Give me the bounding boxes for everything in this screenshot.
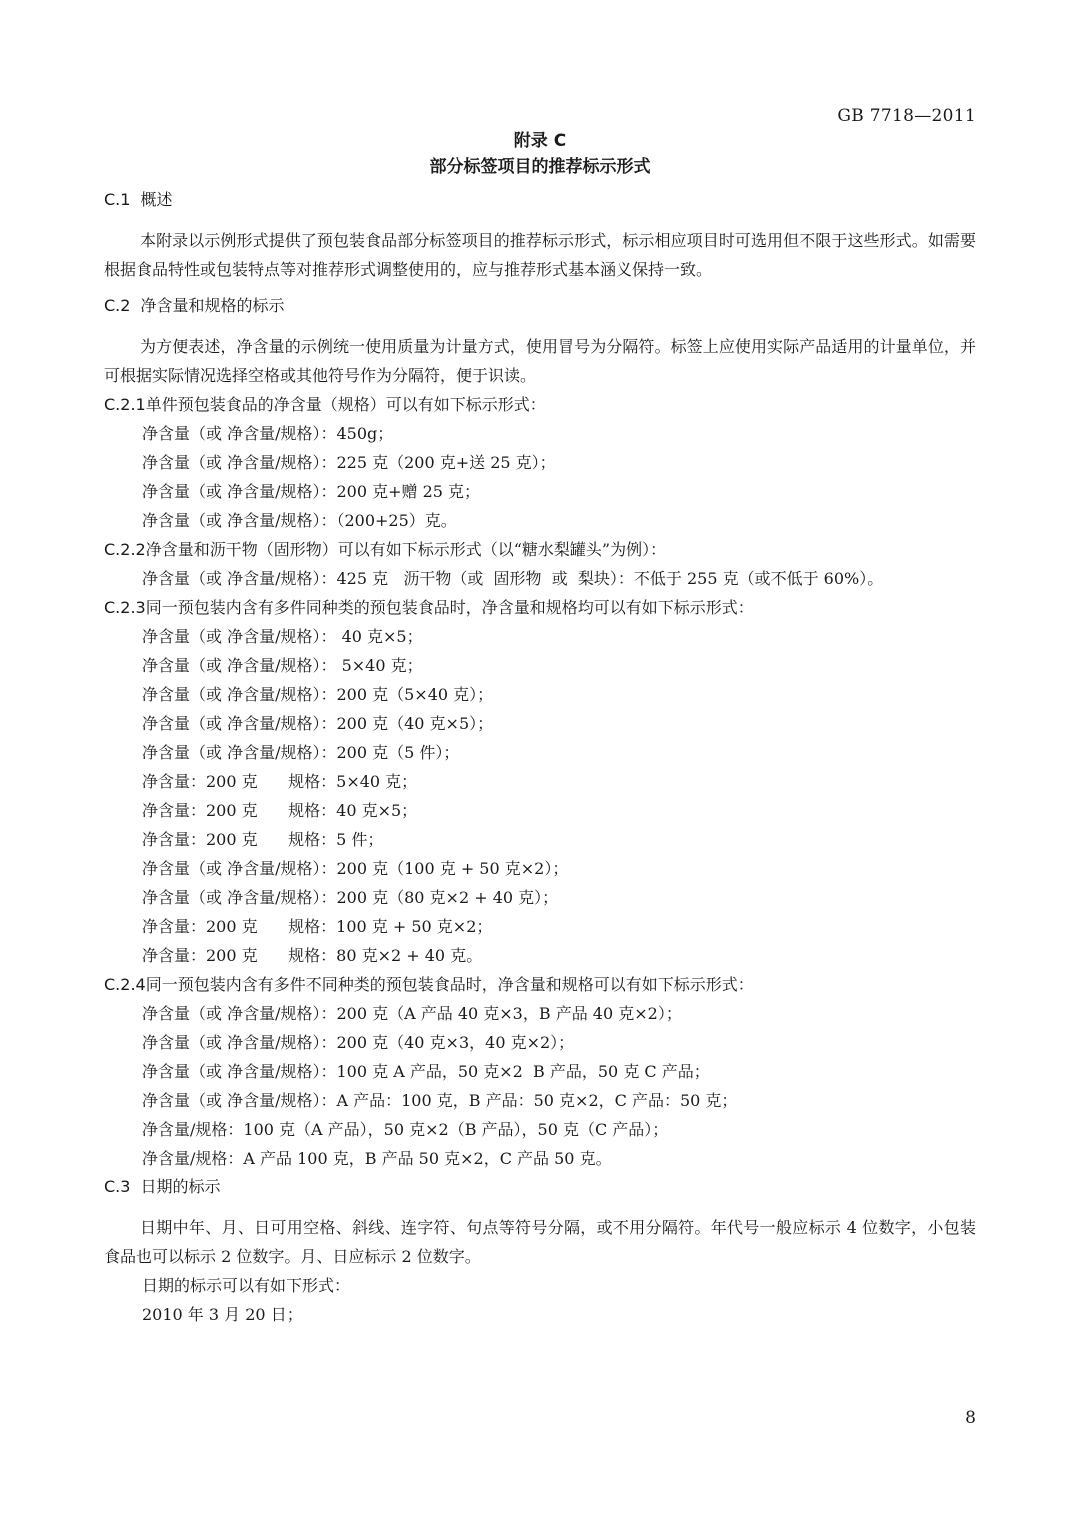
section-number: C.2: [104, 296, 131, 315]
list-item: 净含量（或 净含量/规格）：200 克（40 克×5）；: [142, 714, 494, 733]
list-item: 净含量（或 净含量/规格）：A 产品：100 克，B 产品：50 克×2，C 产品：50 克；: [142, 1091, 738, 1110]
clause-text: 单件预包装食品的净含量（规格）可以有如下标示形式：: [145, 395, 546, 414]
clause-number: C.2.4: [104, 975, 146, 994]
list-item: 净含量：200 克 规格：5×40 克；: [142, 772, 418, 791]
document-body: [104, 186, 976, 1329]
c3-paragraph: 日期中年、月、日可用空格、斜线、连字符、句点等符号分隔，或不用分隔符。年代号一般应标示 4 位数字，小包装食品也可以标示 2 位数字。月、日应标示 2 位数字。: [104, 1218, 976, 1266]
clause-c21: [104, 390, 976, 419]
list-item: 净含量（或 净含量/规格）： 40 克×5；: [142, 627, 423, 646]
clause-c23: [104, 593, 976, 622]
list-item: 2010 年 3 月 20 日；: [142, 1305, 303, 1324]
clause-number: C.2.1: [104, 395, 146, 414]
c3-intro: 日期的标示可以有如下形式：: [142, 1276, 351, 1295]
clause-number: C.2.3: [104, 598, 146, 617]
section-heading-c2: [104, 292, 976, 320]
section-title: 净含量和规格的标示: [140, 296, 285, 315]
clause-number: C.2.2: [104, 540, 146, 559]
clause-c22: [104, 535, 976, 564]
list-item: 净含量/规格：100 克（A 产品），50 克×2（B 产品），50 克（C 产品）；: [142, 1120, 669, 1139]
c1-paragraph: 本附录以示例形式提供了预包装食品部分标签项目的推荐标示形式，标示相应项目时可选用但不限于这些形式。如需要根据食品特性或包装特点等对推荐形式调整使用的，应与推荐形式基本涵义保持一致。: [104, 231, 976, 279]
list-item: 净含量（或 净含量/规格）：200 克（80 克×2 + 40 克）；: [142, 888, 559, 907]
section-title: 日期的标示: [140, 1177, 221, 1196]
list-item: 净含量/规格：A 产品 100 克，B 产品 50 克×2，C 产品 50 克。: [142, 1149, 612, 1168]
list-item: 净含量：200 克 规格：100 克 + 50 克×2；: [142, 917, 493, 936]
list-item: 净含量（或 净含量/规格）：200 克（40 克×3，40 克×2）；: [142, 1033, 575, 1052]
clause-c24: [104, 970, 976, 999]
list-item: 净含量（或 净含量/规格）：425 克 沥干物（或 固形物 或 梨块）：不低于 255 克（或不低于 60%）。: [142, 569, 884, 588]
list-item: 净含量（或 净含量/规格）：200 克（A 产品 40 克×3，B 产品 40 克×2）；: [142, 1004, 682, 1023]
list-item: 净含量（或 净含量/规格）：200 克+赠 25 克；: [142, 482, 481, 501]
list-item: 净含量（或 净含量/规格）：200 克（5×40 克）；: [142, 685, 494, 704]
list-item: 净含量（或 净含量/规格）：450g；: [142, 424, 394, 443]
list-item: 净含量：200 克 规格：80 克×2 + 40 克。: [142, 946, 483, 965]
list-item: 净含量（或 净含量/规格）：200 克（5 件）；: [142, 743, 460, 762]
list-item: 净含量：200 克 规格：40 克×5；: [142, 801, 418, 820]
standard-code: GB 7718—2011: [837, 106, 976, 126]
list-item: 净含量（或 净含量/规格）：100 克 A 产品，50 克×2 B 产品，50 克 C 产品；: [142, 1062, 710, 1081]
appendix-label: 附录 C: [513, 131, 567, 151]
appendix-title: 部分标签项目的推荐标示形式: [429, 157, 651, 177]
list-item: 净含量（或 净含量/规格）：200 克（100 克 + 50 克×2）；: [142, 859, 569, 878]
clause-text: 同一预包装内含有多件不同种类的预包装食品时，净含量和规格可以有如下标示形式：: [145, 975, 754, 994]
section-number: C.1: [104, 190, 131, 209]
clause-text: 净含量和沥干物（固形物）可以有如下标示形式（以“糖水梨罐头”为例）：: [145, 540, 667, 559]
section-number: C.3: [104, 1177, 131, 1196]
page-number: 8: [965, 1408, 976, 1428]
list-item: 净含量（或 净含量/规格）：（200+25）克。: [142, 511, 457, 530]
section-heading-c3: [104, 1173, 976, 1201]
clause-text: 同一预包装内含有多件同种类的预包装食品时，净含量和规格均可以有如下标示形式：: [145, 598, 754, 617]
list-item: 净含量：200 克 规格：5 件；: [142, 830, 384, 849]
section-heading-c1: [104, 186, 976, 214]
c2-paragraph: 为方便表述，净含量的示例统一使用质量为计量方式，使用冒号为分隔符。标签上应使用实际产品适用的计量单位，并可根据实际情况选择空格或其他符号作为分隔符，便于识读。: [104, 337, 976, 385]
list-item: 净含量（或 净含量/规格）：225 克（200 克+送 25 克）；: [142, 453, 556, 472]
list-item: 净含量（或 净含量/规格）： 5×40 克；: [142, 656, 423, 675]
section-title: 概述: [140, 190, 173, 209]
